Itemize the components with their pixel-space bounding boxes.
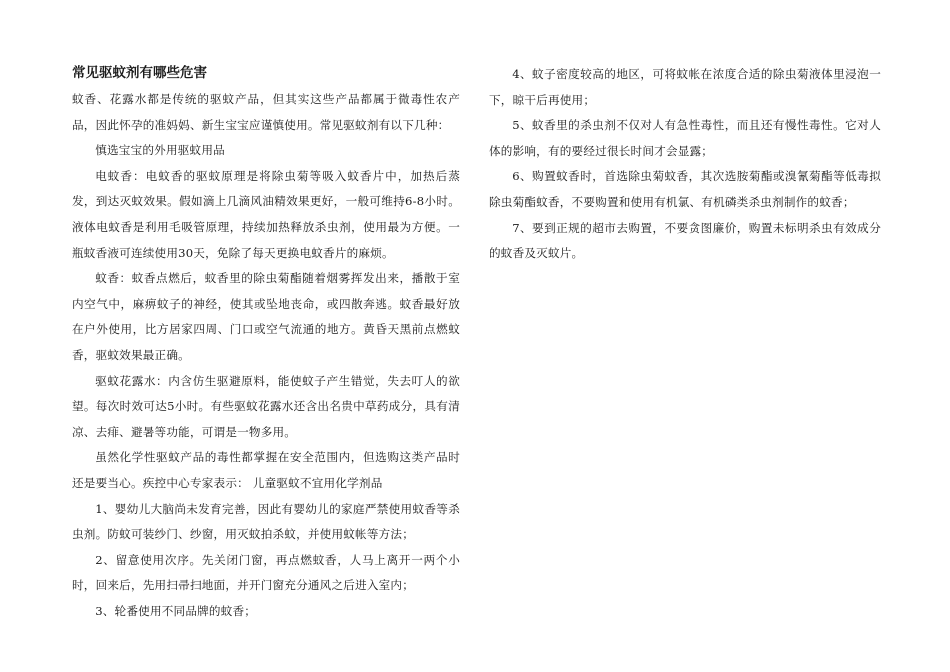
paragraph: 7、要到正规的超市去购置，不要贪图廉价，购置未标明杀虫有效成分的蚊香及灭蚊片。 (489, 220, 881, 261)
paragraph: 电蚊香：电蚊香的驱蚊原理是将除虫菊等吸入蚊香片中，加热后蒸发，到达灭蚊效果。假如滴上几滴风油精效果更好，一般可维持6-8小时。液体电蚊香是利用毛吸管原理，持续加热释放杀虫剂，使用最为方便。一瓶蚊香液可连续使用30天，免除了每天更换电蚊香片的麻烦。 (72, 168, 460, 260)
paragraph: 5、蚊香里的杀虫剂不仅对人有急性毒性，而且还有慢性毒性。它对人体的影响，有的要经过很长时间才会显露； (489, 118, 881, 158)
document-title: 常见驱蚊剂有哪些危害 (72, 65, 207, 81)
left-body (72, 87, 460, 624)
left-column (72, 62, 460, 624)
paragraph: 蚊香：蚊香点燃后，蚊香里的除虫菊酯随着烟雾挥发出来，播散于室内空气中，麻痹蚊子的神经，使其或坠地丧命，或四散奔逃。蚊香最好放在户外使用，比方居家四周、门口或空气流通的地方。黄昏天黑前点燃蚊香，驱蚊效果最正确。 (72, 271, 460, 362)
paragraph: 1、婴幼儿大脑尚未发育完善，因此有婴幼儿的家庭严禁使用蚊香等杀虫剂。防蚊可装纱门、纱窗，用灭蚊拍杀蚊，并使用蚊帐等方法； (72, 501, 460, 542)
paragraph: 6、购置蚊香时，首选除虫菊蚊香，其次选胺菊酯或溴氰菊酯等低毒拟除虫菊酯蚊香，不要购置和使用有机氯、有机磷类杀虫剂制作的蚊香； (489, 169, 881, 209)
paragraph: 4、蚊子密度较高的地区，可将蚊帐在浓度合适的除虫菊液体里浸泡一下，晾干后再使用； (489, 67, 881, 107)
right-column (489, 62, 881, 267)
paragraph: 2、留意使用次序。先关闭门窗，再点燃蚊香，人马上离开一两个小时，回来后，先用扫帚扫地面，并开门窗充分通风之后进入室内； (72, 552, 460, 593)
paragraph: 蚊香、花露水都是传统的驱蚊产品，但其实这些产品都属于微毒性农产品，因此怀孕的准妈妈、新生宝宝应谨慎使用。常见驱蚊剂有以下几种： (72, 92, 460, 132)
paragraph: 慎选宝宝的外用驱蚊用品 (95, 143, 225, 158)
paragraph: 3、轮番使用不同品牌的蚊香； (95, 603, 257, 618)
right-body (489, 62, 881, 267)
paragraph: 驱蚊花露水：内含仿生驱避原料，能使蚊子产生错觉，失去叮人的欲望。每次时效可达5小时。有些驱蚊花露水还含出名贵中草药成分，具有清凉、去痱、避暑等功能，可谓是一物多用。 (72, 373, 460, 439)
paragraph: 虽然化学性驱蚊产品的毒性都掌握在安全范围内，但选购这类产品时还是要当心。疾控中心专家表示： 儿童驱蚊不宜用化学剂品 (72, 450, 460, 490)
